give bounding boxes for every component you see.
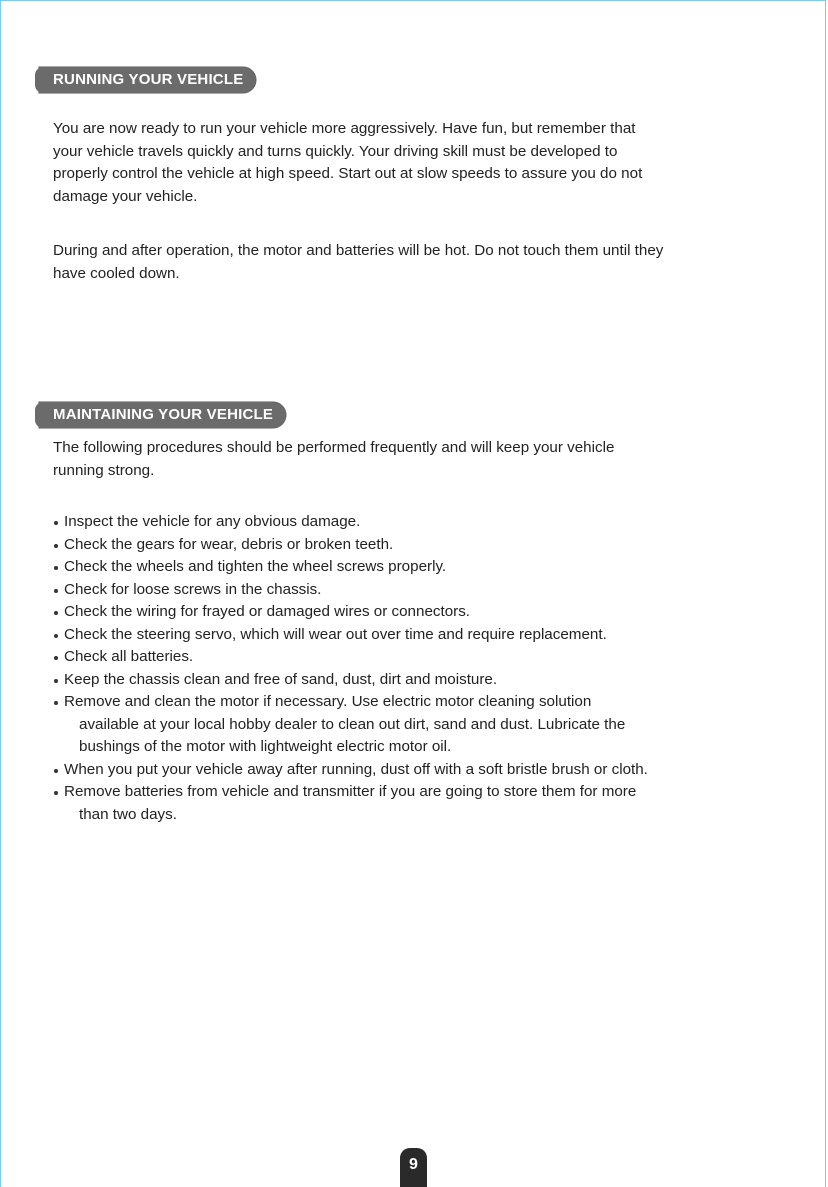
paragraph-line: You are now ready to run your vehicle more aggressively. Have fun, but remember that — [53, 120, 636, 137]
list-item — [53, 691, 803, 759]
list-item — [53, 534, 803, 557]
list-item-text: Check the gears for wear, debris or broken teeth. — [64, 535, 394, 553]
list-item-text: than two days. — [79, 805, 177, 823]
paragraph-line: your vehicle travels quickly and turns quickly. Your driving skill must be developed to — [53, 142, 618, 160]
list-item — [53, 511, 803, 534]
list-item-text: Remove batteries from vehicle and transmitter if you are going to store them for more — [64, 783, 637, 800]
bullet-dot-icon — [54, 791, 58, 795]
list-item-text: Check for loose screws in the chassis. — [64, 580, 322, 598]
bullet-dot-icon — [54, 521, 58, 525]
list-item-text: Inspect the vehicle for any obvious damage. — [64, 513, 361, 530]
bullet-dot-icon — [54, 566, 58, 570]
list-item-text: Check all batteries. — [64, 648, 194, 665]
list-item — [53, 669, 803, 692]
bullet-dot-icon — [54, 656, 58, 660]
paragraph-line: have cooled down. — [53, 264, 180, 282]
list-item — [53, 781, 803, 826]
running-paragraph-1 — [53, 118, 793, 208]
bullet-dot-icon — [54, 634, 58, 638]
bullet-dot-icon — [54, 769, 58, 773]
list-item-text: Keep the chassis clean and free of sand, dust, dirt and moisture. — [64, 670, 498, 688]
page-number: 9 — [400, 1148, 427, 1187]
paragraph-line: running strong. — [53, 461, 155, 479]
running-paragraph-2 — [53, 240, 793, 285]
paragraph-line: During and after operation, the motor and batteries will be hot. Do not touch them until they — [53, 242, 664, 259]
paragraph-line: properly control the vehicle at high speed. Start out at slow speeds to assure you do not — [53, 165, 643, 182]
list-item-text: Check the wheels and tighten the wheel screws properly. — [64, 558, 447, 575]
bullet-dot-icon — [54, 679, 58, 683]
bullet-dot-icon — [54, 544, 58, 548]
list-item — [53, 601, 803, 624]
list-item — [53, 646, 803, 669]
maintenance-checklist — [53, 511, 803, 826]
list-item — [53, 556, 803, 579]
list-item-text: Check the wiring for frayed or damaged wires or connectors. — [64, 603, 471, 620]
maintaining-intro — [53, 437, 793, 482]
section-heading-maintaining: MAINTAINING YOUR VEHICLE — [39, 402, 286, 428]
list-item-text: bushings of the motor with lightweight electric motor oil. — [79, 738, 452, 755]
paragraph-line: damage your vehicle. — [53, 187, 198, 205]
list-item — [53, 759, 803, 782]
bullet-dot-icon — [54, 611, 58, 615]
section-heading-running: RUNNING YOUR VEHICLE — [39, 67, 256, 93]
list-item-text: Remove and clean the motor if necessary. Use electric motor cleaning solution — [64, 693, 592, 710]
bullet-dot-icon — [54, 701, 58, 705]
list-item — [53, 579, 803, 602]
list-item-text: available at your local hobby dealer to clean out dirt, sand and dust. Lubricate the — [79, 715, 626, 733]
list-item-text: When you put your vehicle away after running, dust off with a soft bristle brush or cloth. — [64, 760, 648, 778]
bullet-dot-icon — [54, 589, 58, 593]
list-item-text: Check the steering servo, which will wear out over time and require replacement. — [64, 625, 607, 643]
paragraph-line: The following procedures should be performed frequently and will keep your vehicle — [53, 439, 615, 456]
list-item — [53, 624, 803, 647]
